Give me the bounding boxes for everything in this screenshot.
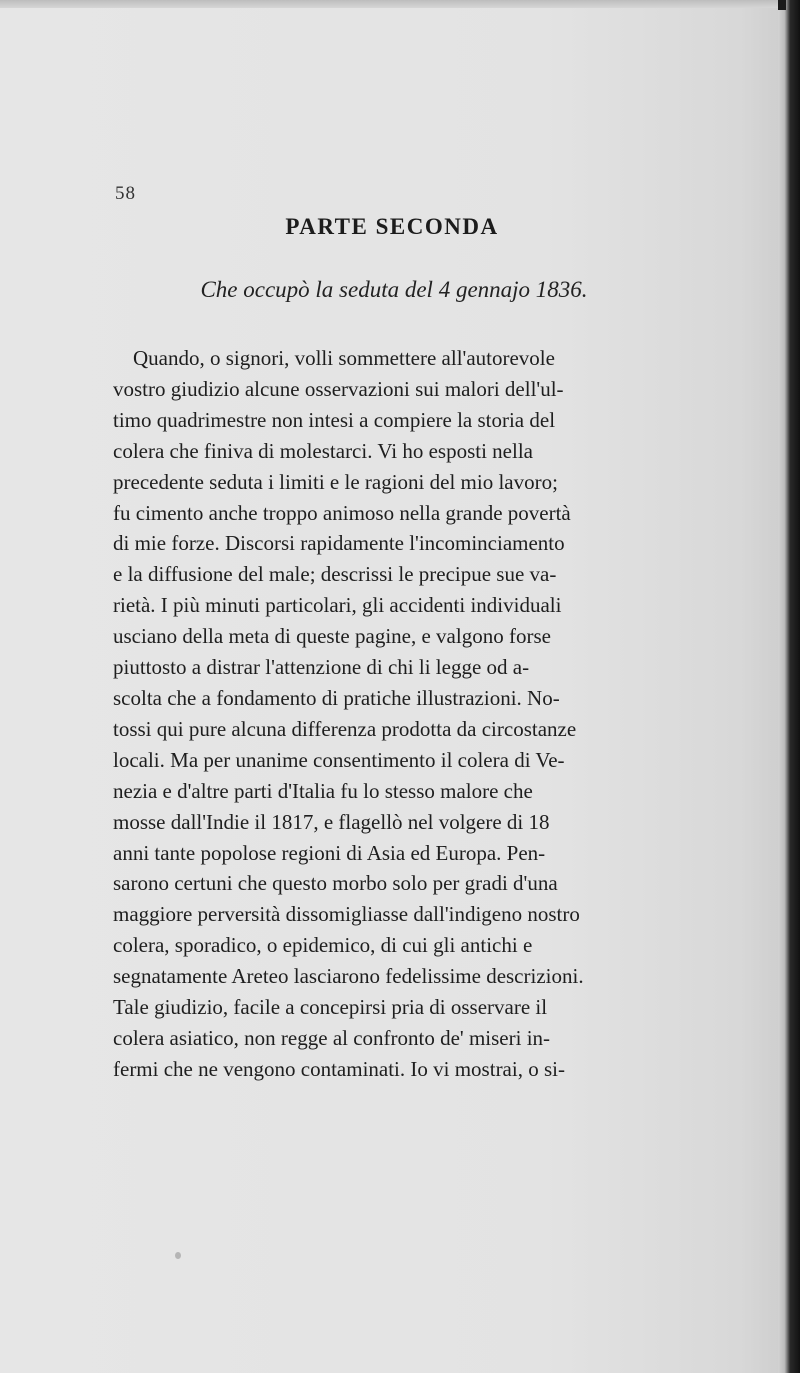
text-line: di mie forze. Discorsi rapidamente l'incominciamento [113, 531, 565, 556]
text-line: nezia e d'altre parti d'Italia fu lo stesso malore che [113, 778, 533, 803]
text-line: timo quadrimestre non intesi a compiere la storia del [113, 407, 556, 432]
body-text [113, 343, 800, 1085]
page-number: 58 [115, 183, 136, 204]
text-line: Tale giudizio, facile a concepirsi pria di osservare il [113, 995, 548, 1020]
text-line: colera, sporadico, o epidemico, di cui gli antichi e [113, 933, 533, 958]
text-line: sarono certuni che questo morbo solo per gradi d'una [113, 871, 558, 896]
text-line: Quando, o signori, volli sommettere all'autorevole [133, 346, 555, 370]
text-line: tossi qui pure alcuna differenza prodotta da circostanze [113, 716, 577, 741]
text-line: maggiore perversità dissomigliasse dall'indigeno nostro [113, 902, 580, 927]
text-line: fu cimento anche troppo animoso nella grande povertà [113, 500, 571, 525]
section-subtitle: Che occupò la seduta del 4 gennajo 1836. [200, 277, 588, 302]
text-line: anni tante popolose regioni di Asia ed Europa. Pen- [113, 840, 546, 865]
text-line: usciano della meta di queste pagine, e valgono forse [113, 624, 551, 649]
binding-notch [778, 0, 786, 10]
text-line: piuttosto a distrar l'attenzione di chi li legge od a- [113, 655, 530, 680]
text-line: colera asiatico, non regge al confronto de' miseri in- [113, 1025, 551, 1050]
text-line: scolta che a fondamento di pratiche illustrazioni. No- [113, 685, 560, 710]
text-line: segnatamente Areteo lasciarono fedelissime descrizioni. [113, 964, 584, 989]
text-line: rietà. I più minuti particolari, gli accidenti individuali [113, 593, 562, 618]
text-line: mosse dall'Indie il 1817, e flagellò nel volgere di 18 [113, 809, 550, 834]
text-line: colera che finiva di molestarci. Vi ho esposti nella [113, 438, 533, 463]
text-line: vostro giudizio alcune osservazioni sui malori dell'ul- [113, 376, 564, 401]
text-line: precedente seduta i limiti e le ragioni del mio lavoro; [113, 469, 558, 494]
text-line: e la diffusione del male; descrissi le precipue sue va- [113, 562, 557, 587]
text-line: fermi che ne vengono contaminati. Io vi mostrai, o si- [113, 1056, 565, 1081]
text-line: locali. Ma per unanime consentimento il colera di Ve- [113, 747, 565, 772]
paper-spot [175, 1252, 181, 1259]
part-title: PARTE SECONDA [285, 214, 499, 239]
page-top-edge [0, 0, 800, 8]
